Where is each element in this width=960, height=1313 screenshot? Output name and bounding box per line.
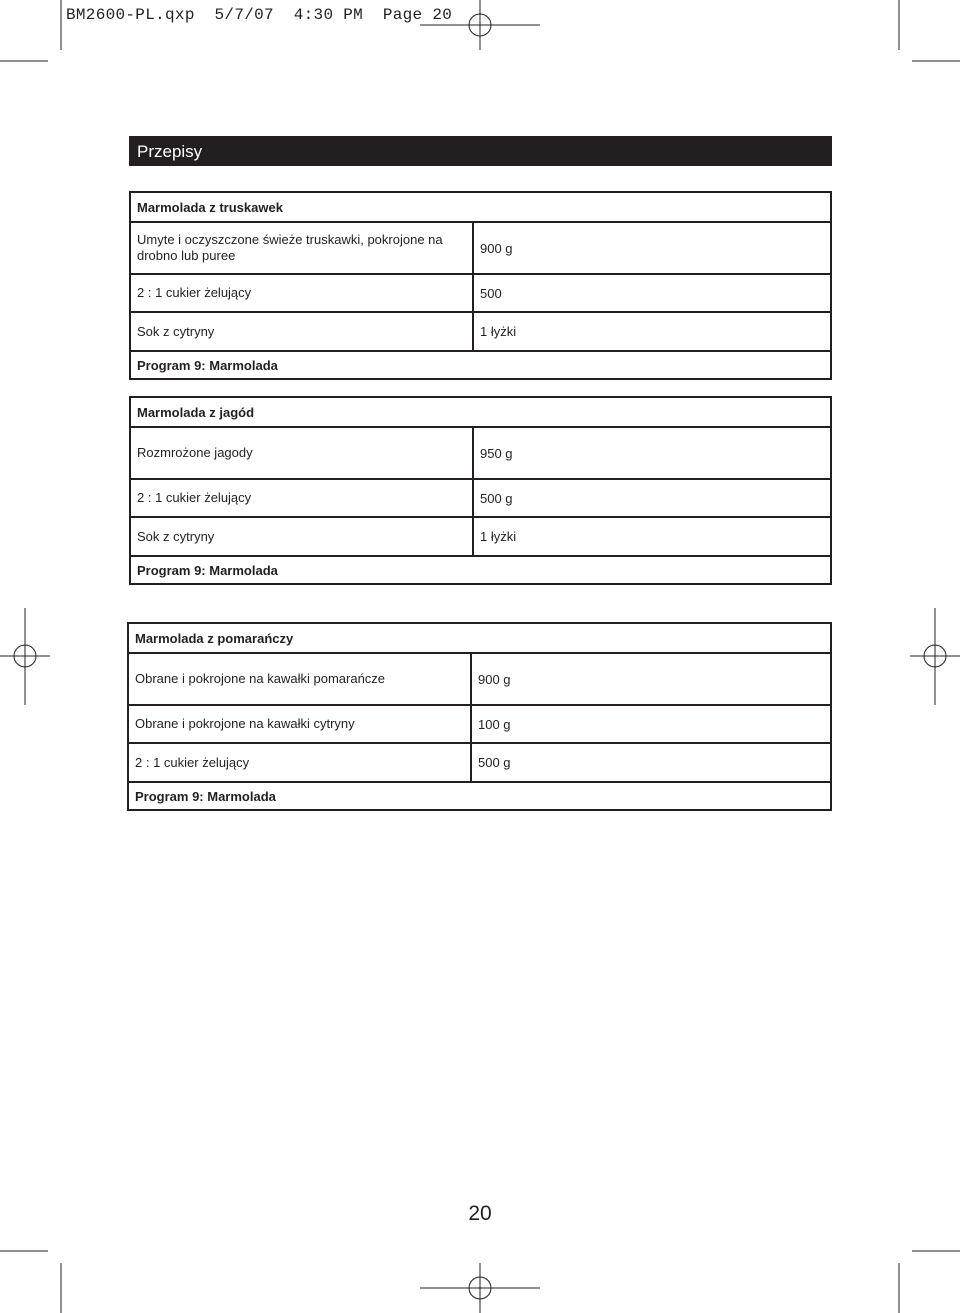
recipe-title-row: [131, 398, 830, 426]
ingredient-quantity: 900 g: [478, 671, 511, 687]
ingredient-name: Sok z cytryny: [131, 518, 474, 555]
recipe-program: Program 9: Marmolada: [137, 562, 278, 578]
recipe-title: Marmolada z jagód: [137, 404, 255, 420]
ingredient-row: [131, 221, 830, 273]
ingredient-quantity: 950 g: [480, 445, 513, 461]
recipe-table-blueberry: [129, 396, 832, 585]
recipe-title: Marmolada z pomarańczy: [135, 630, 294, 646]
recipe-program: Program 9: Marmolada: [135, 788, 276, 804]
ingredient-name: Umyte i oczyszczone świeże truskawki, pokrojone na drobno lub puree: [131, 223, 474, 273]
registration-mark-left: [0, 608, 50, 705]
ingredient-quantity: 1 łyżki: [480, 324, 517, 339]
print-slug: BM2600-PL.qxp 5/7/07 4:30 PM Page 20: [66, 6, 453, 24]
ingredient-row: [131, 311, 830, 350]
ingredient-row: [131, 273, 830, 311]
ingredient-name: 2 : 1 cukier żelujący: [131, 275, 474, 311]
registration-mark-right: [910, 608, 960, 705]
ingredient-name: 2 : 1 cukier żelujący: [131, 480, 474, 516]
recipe-table-strawberry: [129, 191, 832, 380]
ingredient-quantity: 500 g: [480, 490, 513, 506]
recipe-title: Marmolada z truskawek: [137, 199, 283, 215]
program-row: [131, 350, 830, 378]
section-title-bar: [129, 136, 832, 166]
ingredient-row: [131, 516, 830, 555]
recipe-table-orange: [127, 622, 832, 811]
ingredient-row: [131, 426, 830, 478]
registration-mark-top: [420, 0, 540, 50]
ingredient-quantity: 500 g: [478, 755, 511, 770]
ingredient-quantity: 1 łyżki: [480, 529, 517, 544]
section-title: Przepisy: [137, 142, 203, 161]
ingredient-quantity: 100 g: [478, 716, 511, 732]
ingredient-name: Sok z cytryny: [131, 313, 474, 350]
ingredient-quantity: 900 g: [480, 240, 513, 256]
ingredient-row: [129, 742, 830, 781]
registration-mark-bottom: [420, 1263, 540, 1313]
recipe-title-row: [129, 624, 830, 652]
ingredient-row: [129, 652, 830, 704]
ingredient-row: [129, 704, 830, 742]
page-number: 20: [468, 1202, 492, 1225]
recipe-program: Program 9: Marmolada: [137, 357, 278, 373]
ingredient-name: Obrane i pokrojone na kawałki pomarańcze: [129, 654, 472, 704]
ingredient-name: Rozmrożone jagody: [131, 428, 474, 478]
program-row: [131, 555, 830, 583]
ingredient-quantity: 500: [480, 285, 502, 301]
recipe-title-row: [131, 193, 830, 221]
ingredient-name: Obrane i pokrojone na kawałki cytryny: [129, 706, 472, 742]
program-row: [129, 781, 830, 809]
ingredient-row: [131, 478, 830, 516]
ingredient-name: 2 : 1 cukier żelujący: [129, 744, 472, 781]
